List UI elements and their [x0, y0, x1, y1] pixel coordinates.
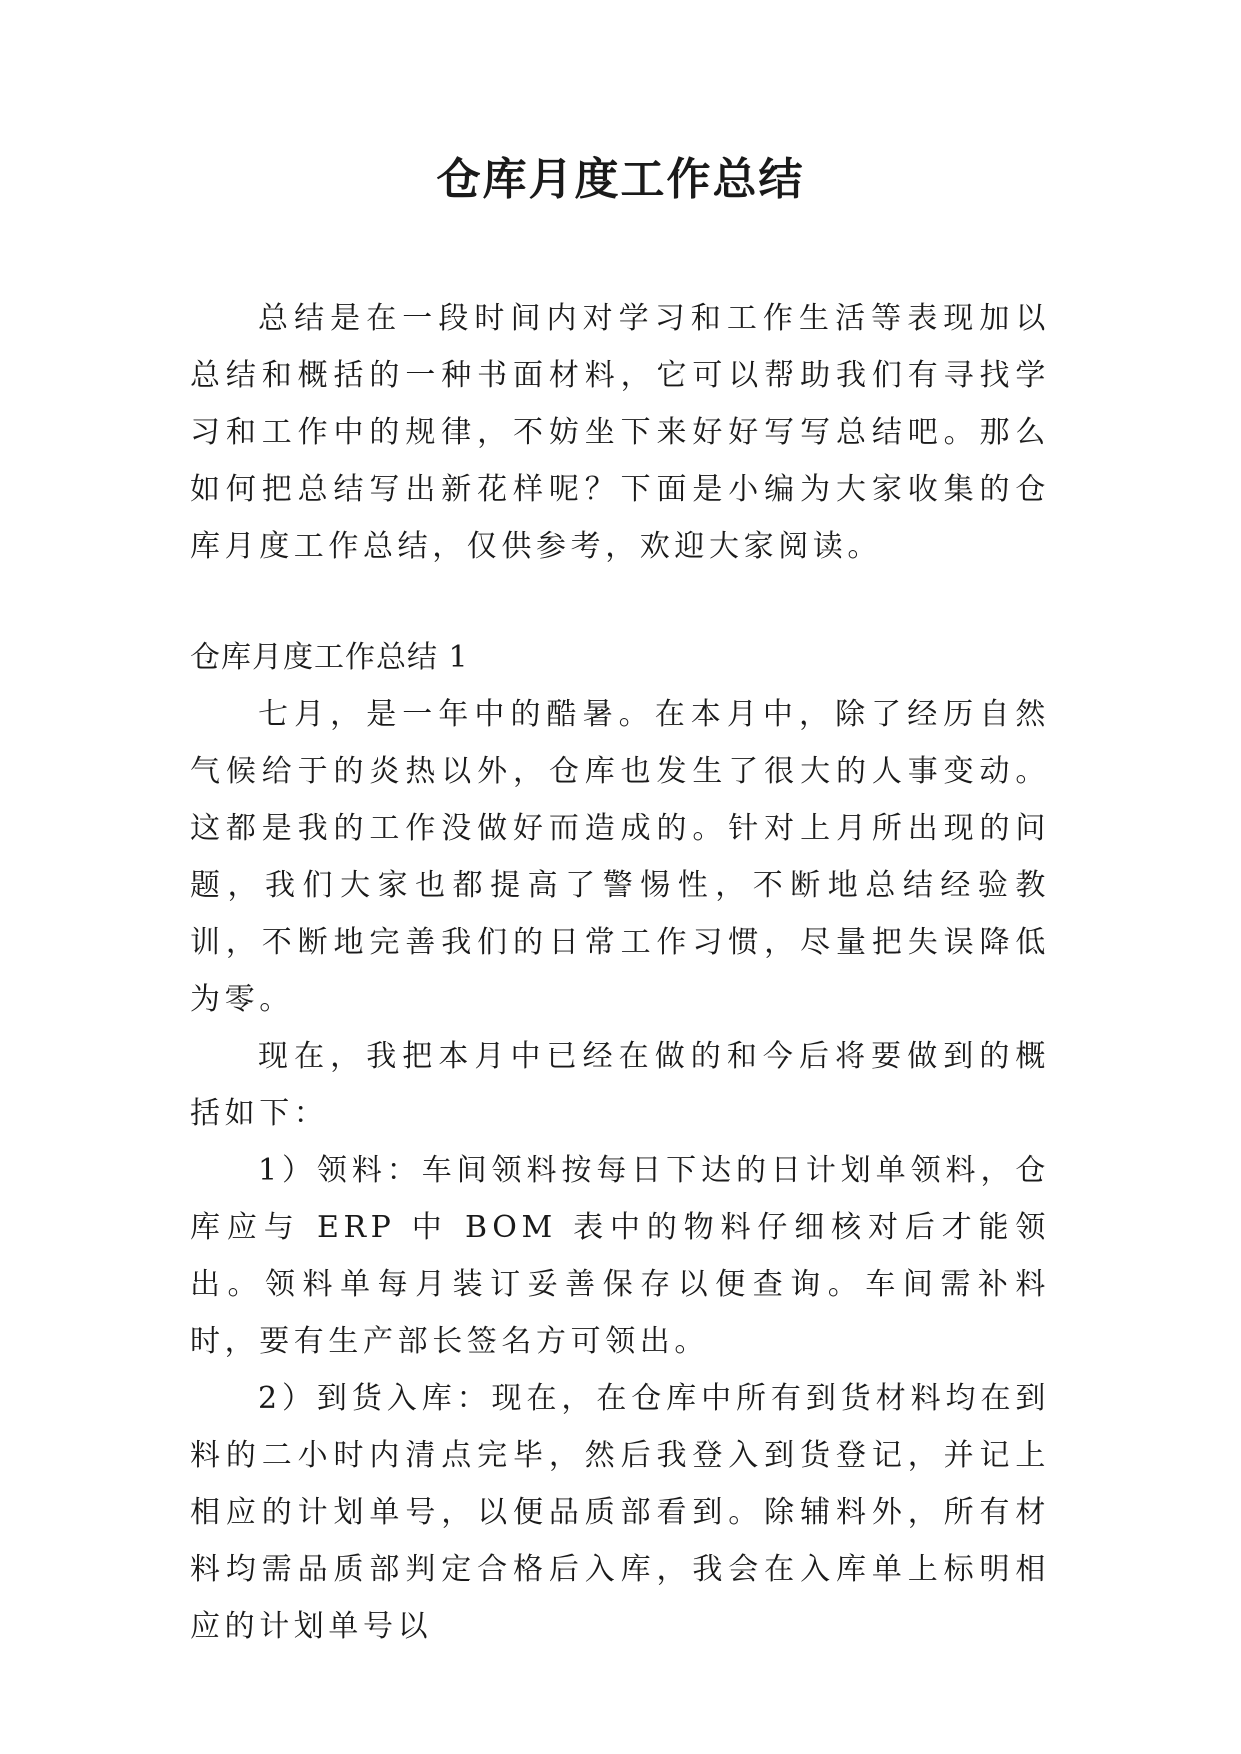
- body-paragraph: 七月，是一年中的酷暑。在本月中，除了经历自然气候给于的炎热以外，仓库也发生了很大的人事变动。这都是我的工作没做好而造成的。针对上月所出现的问题，我们大家也都提高了警惕性，不断地总结经验教训，不断地完善我们的日常工作习惯，尽量把失误降低为零。: [190, 697, 1050, 1017]
- intro-paragraph: 总结是在一段时间内对学习和工作生活等表现加以总结和概括的一种书面材料，它可以帮助我们有寻找学习和工作中的规律，不妨坐下来好好写写总结吧。那么如何把总结写出新花样呢？下面是小编为大家收集的仓库月度工作总结，仅供参考，欢迎大家阅读。: [190, 301, 1050, 564]
- document-title: 仓库月度工作总结: [436, 154, 805, 205]
- body-paragraph: 2）到货入库：现在，在仓库中所有到货材料均在到料的二小时内清点完毕，然后我登入到货登记，并记上相应的计划单号，以便品质部看到。除辅料外，所有材料均需品质部判定合格后入库，我会在入库单上标明相应的计划单号以: [190, 1381, 1050, 1644]
- document-body: [190, 290, 1050, 1655]
- body-paragraph: 现在，我把本月中已经在做的和今后将要做到的概括如下：: [190, 1039, 1050, 1131]
- body-paragraph: 1）领料：车间领料按每日下达的日计划单领料，仓库应与 ERP 中 BOM 表中的物料仔细核对后才能领出。领料单每月装订妥善保存以便查询。车间需补料时，要有生产部长签名方可领出。: [190, 1153, 1050, 1359]
- section-heading: 仓库月度工作总结 1: [190, 640, 469, 675]
- spacer: [190, 575, 1050, 629]
